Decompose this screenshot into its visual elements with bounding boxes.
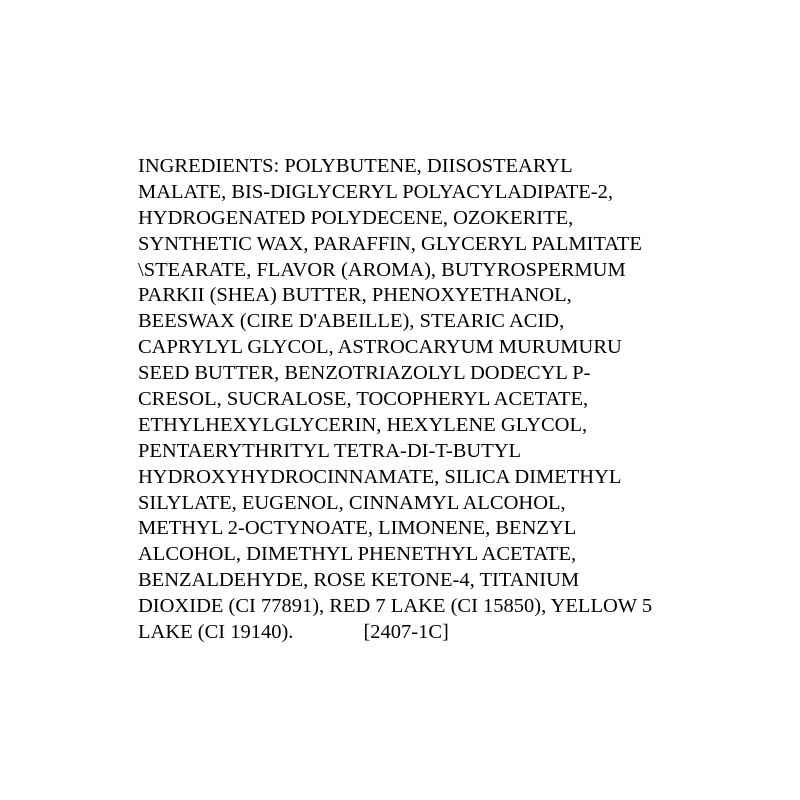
- ingredients-line: ETHYLHEXYLGLYCERIN, HEXYLENE GLYCOL,: [138, 413, 588, 436]
- ingredients-line: ALCOHOL, DIMETHYL PHENETHYL ACETATE,: [138, 543, 577, 566]
- ingredients-list: [138, 154, 778, 646]
- ingredients-line: HYDROGENATED POLYDECENE, OZOKERITE,: [138, 206, 574, 229]
- ingredients-line: PENTAERYTHRITYL TETRA-DI-T-BUTYL: [138, 439, 522, 462]
- ingredients-line: SYNTHETIC WAX, PARAFFIN, GLYCERYL PALMITATE: [138, 232, 642, 255]
- ingredients-line: CAPRYLYL GLYCOL, ASTROCARYUM MURUMURU: [138, 336, 622, 359]
- ingredients-line: SILYLATE, EUGENOL, CINNAMYL ALCOHOL,: [138, 491, 566, 514]
- ingredients-line: MALATE, BIS-DIGLYCERYL POLYACYLADIPATE-2,: [138, 180, 613, 203]
- ingredients-line: HYDROXYHYDROCINNAMATE, SILICA DIMETHYL: [138, 465, 622, 488]
- batch-code: [2407-1C]: [363, 621, 449, 644]
- ingredients-line: INGREDIENTS: POLYBUTENE, DIISOSTEARYL: [138, 155, 573, 177]
- ingredients-line: PARKII (SHEA) BUTTER, PHENOXYETHANOL,: [138, 284, 572, 307]
- ingredients-line: CRESOL, SUCRALOSE, TOCOPHERYL ACETATE,: [138, 388, 589, 411]
- ingredients-line-end: LAKE (CI 19140).: [138, 621, 294, 644]
- ingredients-line: METHYL 2-OCTYNOATE, LIMONENE, BENZYL: [138, 517, 577, 540]
- ingredients-line: DIOXIDE (CI 77891), RED 7 LAKE (CI 15850), YELLOW 5: [138, 595, 653, 618]
- ingredients-line: BEESWAX (CIRE D'ABEILLE), STEARIC ACID,: [138, 310, 565, 333]
- ingredients-last-line: [138, 620, 778, 646]
- ingredients-line: \STEARATE, FLAVOR (AROMA), BUTYROSPERMUM: [138, 258, 626, 281]
- ingredients-line: SEED BUTTER, BENZOTRIAZOLYL DODECYL P-: [138, 362, 591, 385]
- ingredients-line: BENZALDEHYDE, ROSE KETONE-4, TITANIUM: [138, 569, 580, 592]
